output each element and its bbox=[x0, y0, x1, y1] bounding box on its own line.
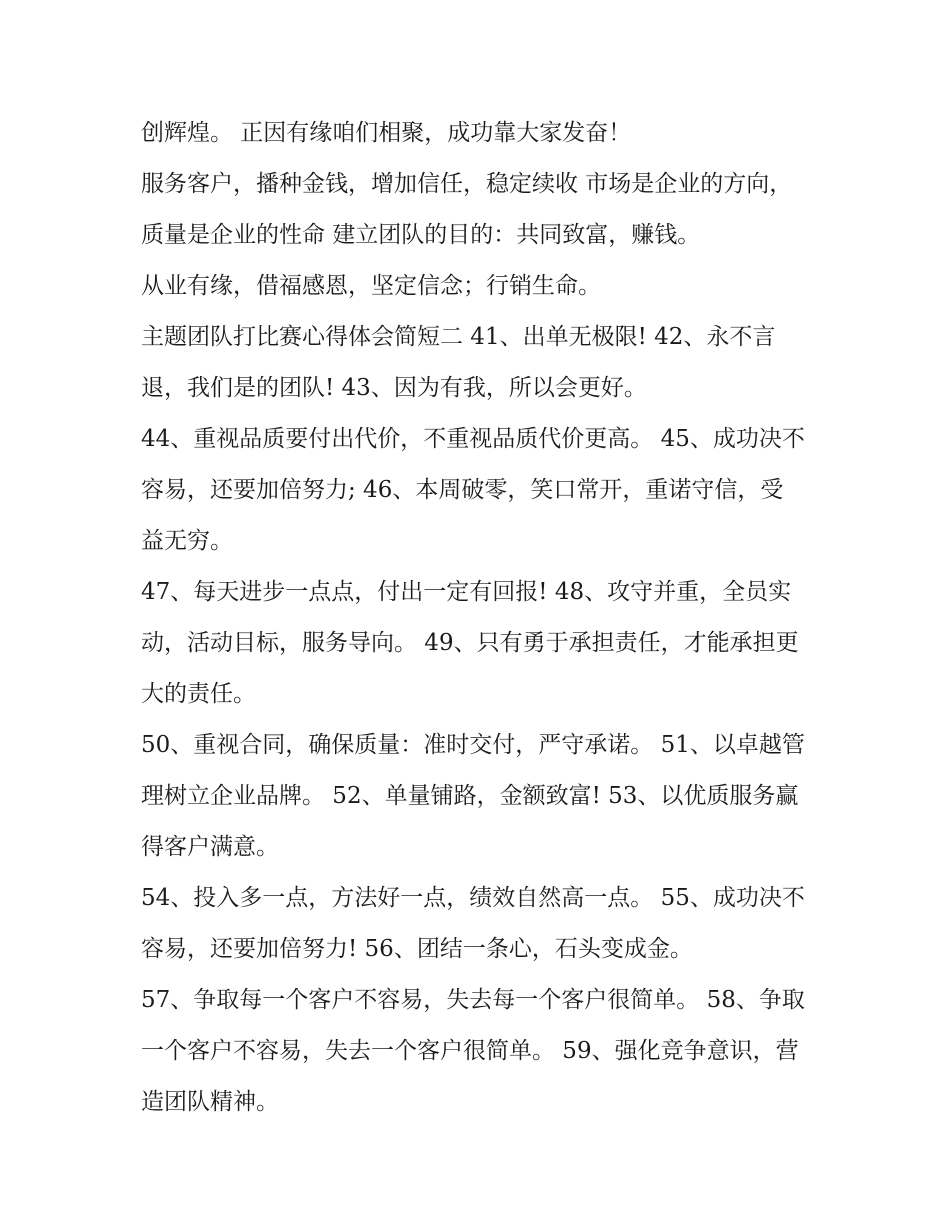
paragraph: 从业有缘，借福感恩，坚定信念；行销生命。 bbox=[141, 273, 601, 299]
paragraph: 57、争取每一个客户不容易，失去每一个客户很简单。 58、争取一个客户不容易，失去一个客户很简单。 59、强化竞争意识，营造团队精神。 bbox=[141, 987, 805, 1115]
document-body bbox=[141, 108, 806, 1128]
paragraph: 54、投入多一点，方法好一点，绩效自然高一点。 55、成功决不容易，还要加倍努力! 56、团结一条心，石头变成金。 bbox=[141, 885, 805, 962]
paragraph: 服务客户，播种金钱，增加信任，稳定续收 市场是企业的方向，质量是企业的性命 建立团队的目的：共同致富，赚钱。 bbox=[141, 171, 793, 248]
paragraph: 44、重视品质要付出代价，不重视品质代价更高。 45、成功决不容易，还要加倍努力; 46、本周破零，笑口常开，重诺守信，受益无穷。 bbox=[141, 426, 805, 554]
paragraph: 创辉煌。 正因有缘咱们相聚，成功靠大家发奋！ bbox=[141, 120, 632, 146]
paragraph: 50、重视合同，确保质量：准时交付，严守承诺。 51、以卓越管理树立企业品牌。 52、单量铺路，金额致富! 53、以优质服务赢得客户满意。 bbox=[141, 732, 805, 860]
paragraph: 主题团队打比赛心得体会简短二 41、出单无极限! 42、永不言退，我们是的团队! 43、因为有我，所以会更好。 bbox=[141, 324, 776, 401]
paragraph: 47、每天进步一点点，付出一定有回报! 48、攻守并重，全员实动，活动目标，服务导向。 49、只有勇于承担责任，才能承担更大的责任。 bbox=[141, 579, 799, 707]
